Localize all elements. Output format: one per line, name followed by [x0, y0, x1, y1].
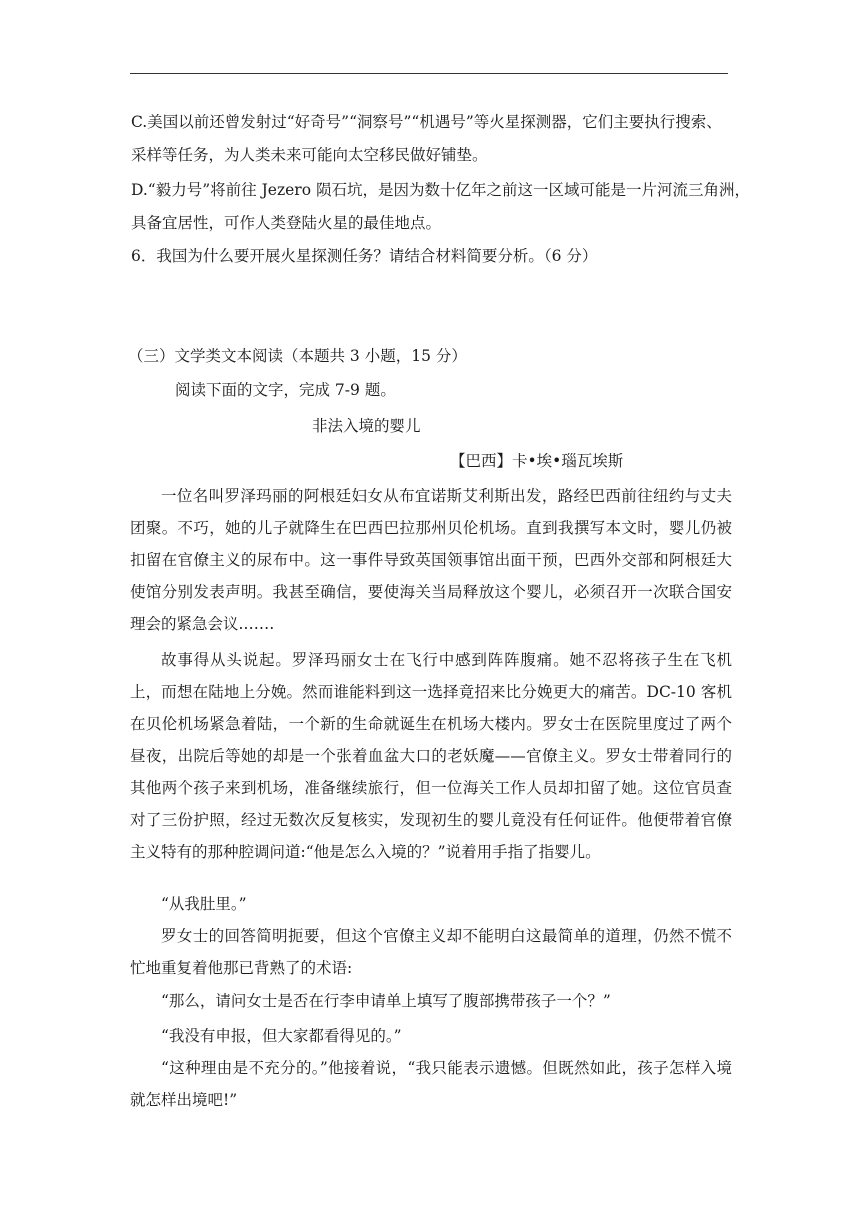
story-paragraph-5: “那么，请问女士是否在行李申请单上填写了腹部携带孩子一个？”: [161, 992, 611, 1010]
story-paragraph-2: 故事得从头说起。罗泽玛丽女士在飞行中感到阵阵腹痛。她不忍将孩子生在飞机上，而想在陆地上分娩。然而谁能料到这一选择竟招来比分娩更大的痛苦。DC-10 客机在贝伦机场紧急着陆，一个新的生命就诞生在机场大楼内。罗女士在医院里度过了两个昼夜，出院后等她的却是一个张着血盆大口的老妖魔——官僚主义。罗女士带着同行的其他两个孩子来到机场，准备继续旅行，但一位海关工作人员却扣留了她。这位官员查对了三份护照，经过无数次反复核实，发现初生的婴儿竟没有任何证件。他便带着官僚主义特有的那种腔调问道:“他是怎么入境的？”说着用手指了指婴儿。: [130, 651, 732, 861]
story-title: 非法入境的婴儿: [312, 417, 421, 435]
question-6: 6．我国为什么要开展火星探测任务？请结合材料简要分析。（6 分）: [131, 247, 598, 265]
option-d-line2: 具备宜居性，可作人类登陆火星的最佳地点。: [131, 214, 442, 232]
header-rule: [130, 73, 728, 74]
option-c-line1: C.美国以前还曾发射过“好奇号”“洞察号”“机遇号”等火星探测器，它们主要执行搜索、: [131, 113, 722, 131]
story-author: 【巴西】卡•埃•瑙瓦埃斯: [450, 452, 624, 470]
story-paragraph-6: “我没有申报，但大家都看得见的。”: [161, 1027, 402, 1045]
story-paragraph-7: “这种理由是不充分的。”他接着说，“我只能表示遗憾。但既然如此，孩子怎样入境就怎样出境吧!”: [130, 1059, 732, 1109]
section-heading: （三）文学类文本阅读（本题共 3 小题，15 分）: [128, 347, 467, 365]
story-paragraph-3: “从我肚里。”: [161, 895, 247, 913]
section-instruction: 阅读下面的文字，完成 7-9 题。: [175, 381, 396, 399]
option-c-line2: 采样等任务，为人类未来可能向太空移民做好铺垫。: [131, 146, 488, 164]
story-paragraph-1: 一位名叫罗泽玛丽的阿根廷妇女从布宜诺斯艾利斯出发，路经巴西前往纽约与丈夫团聚。不巧，她的儿子就降生在巴西巴拉那州贝伦机场。直到我撰写本文时，婴儿仍被扣留在官僚主义的尿布中。这一事件导致英国领事馆出面干预，巴西外交部和阿根廷大使馆分别发表声明。我甚至确信，要使海关当局释放这个婴儿，必须召开一次联合国安理会的紧急会议.……: [130, 487, 732, 633]
option-d-line1: D.“毅力号”将前往 Jezero 陨石坑，是因为数十亿年之前这一区域可能是一片河流三角洲，: [131, 181, 750, 199]
story-paragraph-4: 罗女士的回答简明扼要，但这个官僚主义却不能明白这最简单的道理，仍然不慌不忙地重复着他那已背熟了的术语:: [130, 927, 732, 977]
